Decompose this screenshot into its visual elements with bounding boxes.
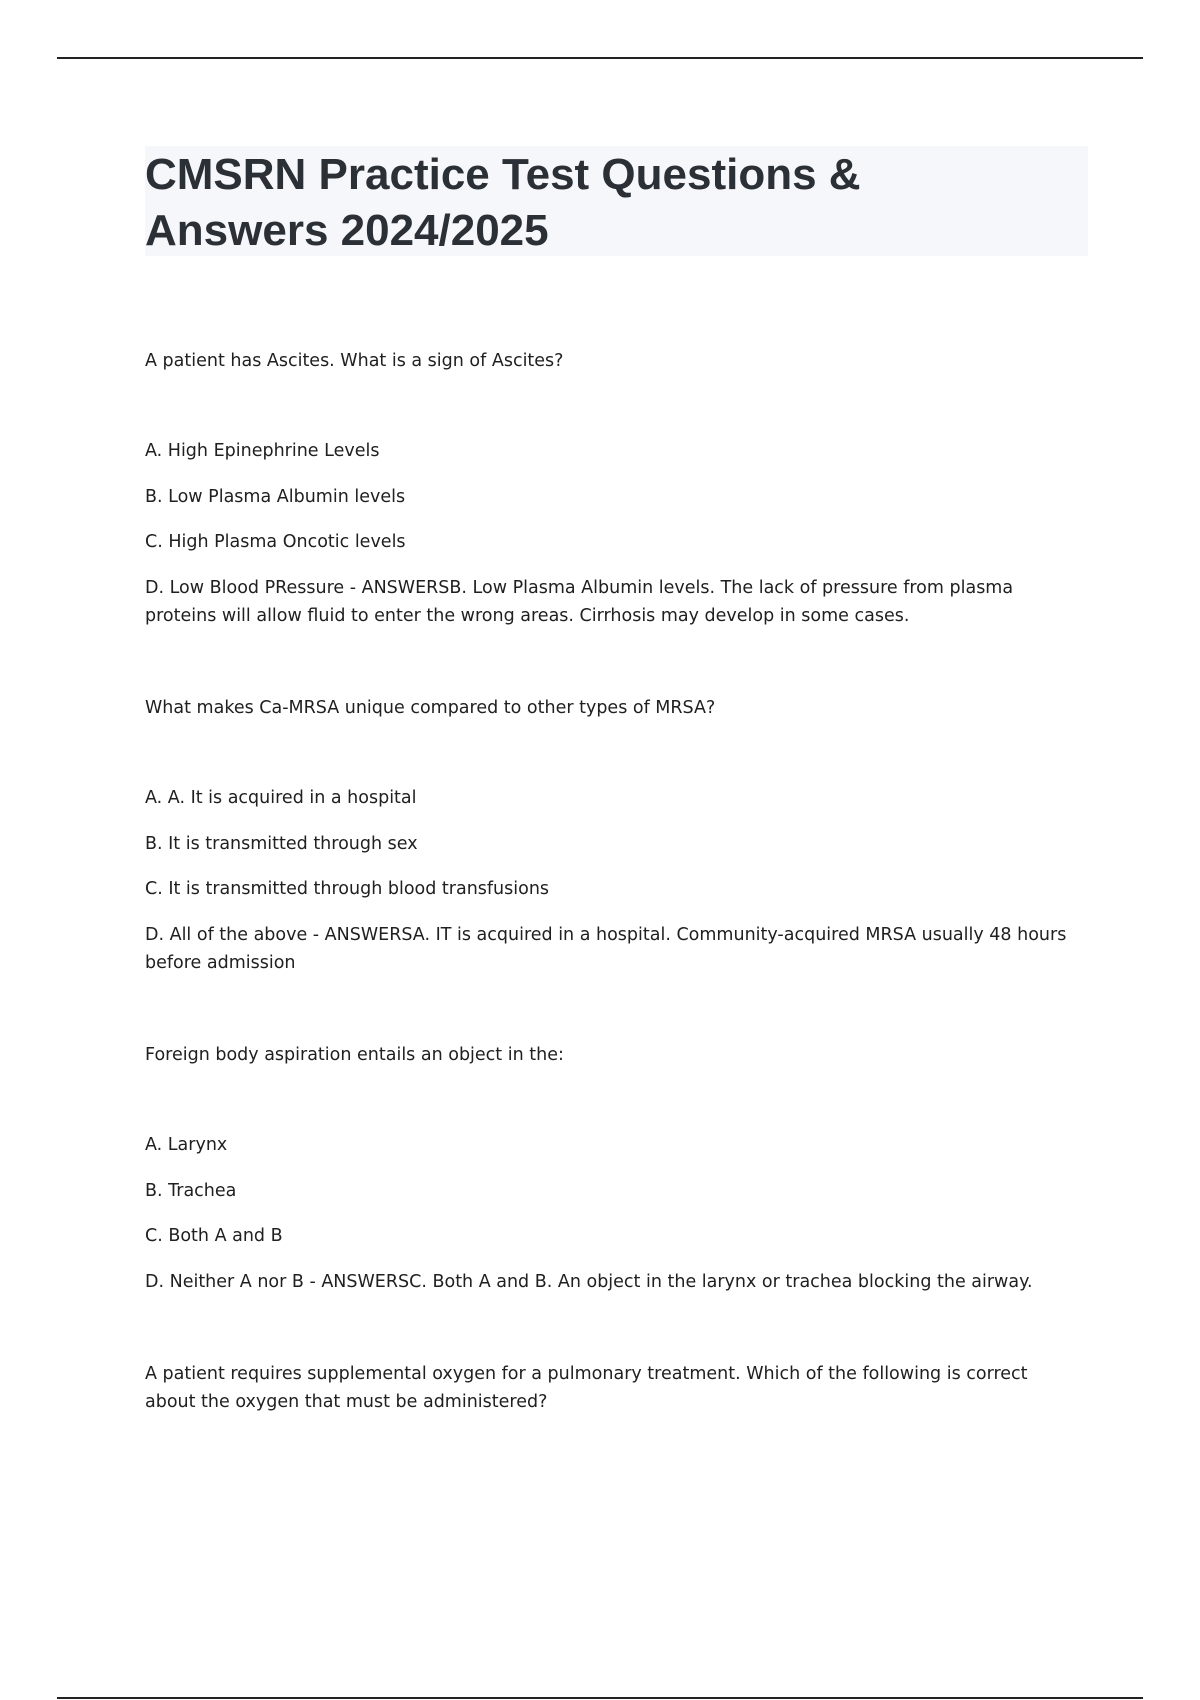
question-2-option-a: A. A. It is acquired in a hospital [145,788,417,808]
question-3-option-b: B. Trachea [145,1181,237,1201]
question-1-option-c: C. High Plasma Oncotic levels [145,532,406,552]
question-1-prompt: A patient has Ascites. What is a sign of Ascites? [145,351,564,371]
question-1-option-d-answer [145,574,1095,630]
question-1-option-b: B. Low Plasma Albumin levels [145,487,406,507]
title-line-1: CMSRN Practice Test Questions & [145,150,861,199]
header-rule [57,57,1143,59]
question-4-prompt-line-2: about the oxygen that must be administered? [145,1392,548,1412]
question-3-option-a: A. Larynx [145,1135,228,1155]
question-2-answer-line-1: D. All of the above - ANSWERSA. IT is acquired in a hospital. Community-acquired MRSA usually 48 hours [145,925,1067,945]
title-line-2: Answers 2024/2025 [145,206,549,255]
question-4-prompt-line-1: A patient requires supplemental oxygen for a pulmonary treatment. Which of the following is correct [145,1364,1028,1384]
question-2-option-b: B. It is transmitted through sex [145,834,418,854]
question-2-option-d-answer [145,921,1095,977]
question-2-answer-line-2: before admission [145,953,296,973]
footer-rule [57,1697,1143,1699]
question-1-option-a: A. High Epinephrine Levels [145,441,380,461]
question-2-option-c: C. It is transmitted through blood transfusions [145,879,550,899]
question-1-answer-line-2: proteins will allow fluid to enter the wrong areas. Cirrhosis may develop in some cases. [145,606,910,626]
question-2-prompt: What makes Ca-MRSA unique compared to other types of MRSA? [145,698,716,718]
question-3-option-c: C. Both A and B [145,1226,283,1246]
question-3-prompt: Foreign body aspiration entails an object in the: [145,1045,564,1065]
question-1-answer-line-1: D. Low Blood PRessure - ANSWERSB. Low Plasma Albumin levels. The lack of pressure from plasma [145,578,1014,598]
document-title [145,147,1045,259]
question-4-prompt [145,1360,1095,1416]
question-3-option-d-answer: D. Neither A nor B - ANSWERSC. Both A and B. An object in the larynx or trachea blocking the airway. [145,1272,1033,1292]
